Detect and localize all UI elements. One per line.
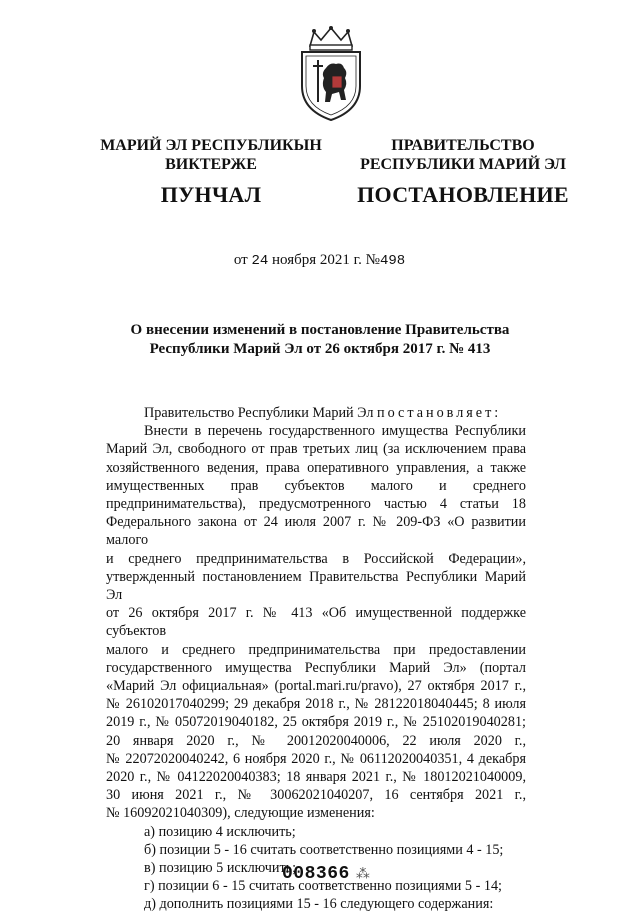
- body-line: и среднего предпринимательства в Российской Федерации»,: [106, 550, 526, 567]
- decree-body: [106, 404, 526, 914]
- serial-number: 008366: [282, 864, 350, 884]
- body-line: № 22072020040242, 6 ноября 2020 г., № 06112020040351, 4 декабря: [106, 750, 526, 767]
- decree-date-line: [0, 252, 639, 269]
- title-line-1: О внесении изменений в постановление Правительства: [130, 322, 510, 338]
- body-line: от 26 октября 2017 г. № 413 «Об имущественной поддержке субъектов: [106, 605, 526, 640]
- body-line: хозяйственного ведения, права оперативного управления, а также: [106, 459, 526, 476]
- change-item: б) позиции 5 - 16 считать соответственно позициями 4 - 15;: [144, 841, 504, 858]
- body-line: Федерального закона от 24 июля 2007 г. № 209-ФЗ «О развитии малого: [106, 514, 526, 549]
- body-line: утвержденный постановлением Правительства Республики Марий Эл: [106, 568, 526, 604]
- decree-title: [80, 321, 560, 359]
- header-right: [338, 136, 588, 208]
- body-line: 2020 г., № 04122020040383; 18 января 2021 г., № 18012021040009,: [106, 769, 526, 786]
- intro-verb: постановляет:: [376, 405, 502, 421]
- body-line: предпринимательства), предусмотренного частью 4 статьи 18: [106, 496, 526, 513]
- date-prefix: от: [233, 252, 248, 268]
- intro-line: [106, 404, 526, 422]
- date-day: 24: [251, 253, 269, 269]
- body-line: «Марий Эл официальная» (portal.mari.ru/pravo), 27 октября 2017 г.,: [106, 678, 526, 695]
- serial-number-stamp: [282, 864, 370, 884]
- change-item: г) позиции 6 - 15 считать соответственно позициями 5 - 14;: [144, 878, 502, 895]
- header-left-doc-type: ПУНЧАЛ: [160, 182, 262, 207]
- body-line: имущественных прав субъектов малого и среднего: [106, 477, 526, 494]
- header-left: [86, 136, 336, 208]
- title-line-2: Республики Марий Эл от 26 октября 2017 г. № 413: [149, 341, 491, 357]
- header-left-line2: ВИКТЕРЖЕ: [165, 156, 257, 173]
- header-right-doc-type: ПОСТАНОВЛЕНИЕ: [357, 182, 569, 207]
- date-month-year: ноября 2021 г. №: [272, 252, 380, 268]
- body-line: государственного имущества Республики Марий Эл» (портал: [106, 659, 526, 676]
- change-item: а) позицию 4 исключить;: [144, 823, 296, 840]
- body-line: 30 июня 2021 г., № 30062021040207, 16 сентября 2021 г.,: [106, 787, 526, 804]
- intro-subject: Правительство Республики Марий Эл: [144, 405, 374, 421]
- body-line: № 26102017040299; 29 декабря 2018 г., № 28122018040445; 8 июля: [106, 696, 526, 713]
- change-item: д) дополнить позициями 15 - 16 следующего содержания:: [144, 896, 494, 913]
- header-left-line1: МАРИЙ ЭЛ РЕСПУБЛИКЫН: [100, 137, 322, 154]
- change-item: в) позицию 5 исключить;: [144, 860, 297, 877]
- coat-of-arms-icon: [296, 26, 366, 122]
- body-line: малого и среднего предпринимательства при предоставлении: [106, 641, 526, 658]
- header-right-line2: РЕСПУБЛИКИ МАРИЙ ЭЛ: [360, 156, 566, 173]
- decree-number: 498: [379, 253, 406, 269]
- body-line-last: № 16092021040309), следующие изменения:: [106, 805, 375, 822]
- header-right-line1: ПРАВИТЕЛЬСТВО: [391, 137, 535, 154]
- body-line: 20 января 2020 г., № 20012020040006, 22 июля 2020 г.,: [106, 732, 526, 749]
- body-line: 2019 г., № 05072019040182, 25 октября 2019 г., № 25102019040281;: [106, 714, 526, 731]
- body-line: Марий Эл, свободного от прав третьих лиц (за исключением права: [106, 441, 526, 458]
- stamp-mark-icon: ⁂: [355, 867, 371, 883]
- body-line: Внести в перечень государственного имущества Республики: [144, 423, 526, 440]
